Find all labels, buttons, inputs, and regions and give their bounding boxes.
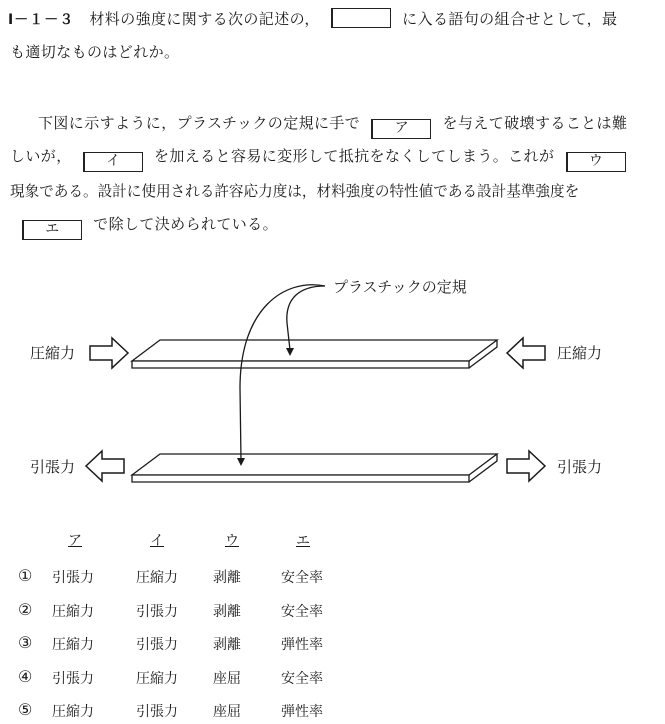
tension-right-label: 引張力: [557, 458, 603, 476]
arrow-compression-left-icon: [90, 338, 128, 368]
paragraph-text: で除して決められている。: [93, 215, 278, 233]
choice-cell: 圧縮力: [52, 637, 94, 653]
choice-cell: 座屈: [213, 671, 241, 687]
choice-cell: 圧縮力: [52, 704, 94, 720]
compression-left-label: 圧縮力: [30, 344, 76, 362]
ruler-label: プラスチックの定規: [333, 278, 467, 296]
question-line-2: も適切なものはどれか。: [10, 43, 180, 61]
choice-cell: 圧縮力: [52, 604, 94, 620]
question-text: 材料の強度に関する次の記述の，: [89, 10, 320, 28]
ruler-top: [132, 340, 497, 368]
question-number: Ⅰ－１－３: [8, 12, 75, 28]
choice-cell: 引張力: [136, 637, 178, 653]
leader-line-bottom: [240, 285, 325, 460]
choice-cell: 安全率: [281, 570, 323, 586]
choice-cell: 剥離: [213, 637, 241, 653]
arrow-compression-right-icon: [507, 338, 545, 368]
choice-number: ②: [18, 600, 33, 619]
choice-number: ①: [18, 566, 33, 585]
choice-cell: 圧縮力: [136, 671, 178, 687]
choice-cell: 安全率: [281, 604, 323, 620]
choice-cell: 剥離: [213, 570, 241, 586]
choice-cell: 剥離: [213, 604, 241, 620]
blank-e: エ: [22, 220, 82, 240]
choice-number: ⑤: [18, 700, 33, 719]
choice-cell: 引張力: [136, 704, 178, 720]
paragraph-line-2: [10, 145, 632, 172]
choice-cell: 引張力: [52, 671, 94, 687]
paragraph-text: を与えて破壊することは難: [442, 114, 628, 132]
paragraph-line-4: [10, 213, 278, 240]
choice-cell: 安全率: [281, 671, 323, 687]
blank-u: ウ: [566, 152, 626, 172]
compression-right-label: 圧縮力: [557, 344, 603, 362]
blank-i: イ: [83, 152, 143, 172]
header-e: エ: [296, 533, 310, 549]
blank-a: ア: [371, 119, 431, 139]
choice-cell: 引張力: [52, 570, 94, 586]
paragraph-text: を加えると容易に変形して抵抗をなくしてしまう。これが: [153, 147, 555, 165]
ruler-figure: [0, 268, 665, 508]
header-i: イ: [150, 533, 164, 549]
ruler-bottom: [132, 454, 497, 482]
header-u: ウ: [225, 533, 239, 549]
choice-cell: 引張力: [136, 604, 178, 620]
paragraph-text: しいが，: [10, 147, 72, 165]
answer-blank-box: [331, 8, 391, 28]
choice-cell: 圧縮力: [136, 570, 178, 586]
arrow-tension-left-icon: [86, 451, 124, 481]
choice-cell: 弾性率: [281, 637, 323, 653]
question-line-1: [8, 8, 617, 29]
tension-left-label: 引張力: [30, 458, 76, 476]
choice-cell: 座屈: [213, 704, 241, 720]
paragraph-text: 下図に示すように，プラスチックの定規に手で: [38, 114, 361, 132]
paragraph-line-3: 現象である。設計に使用される許容応力度は，材料強度の特性値である設計基準強度を: [10, 183, 580, 200]
choice-number: ④: [18, 667, 33, 686]
header-a: ア: [68, 533, 82, 549]
arrow-tension-right-icon: [507, 451, 545, 481]
choice-number: ③: [18, 633, 33, 652]
choice-cell: 弾性率: [281, 704, 323, 720]
paragraph-line-1: [38, 112, 627, 139]
question-text-after: に入る語句の組合せとして，最: [402, 10, 618, 28]
